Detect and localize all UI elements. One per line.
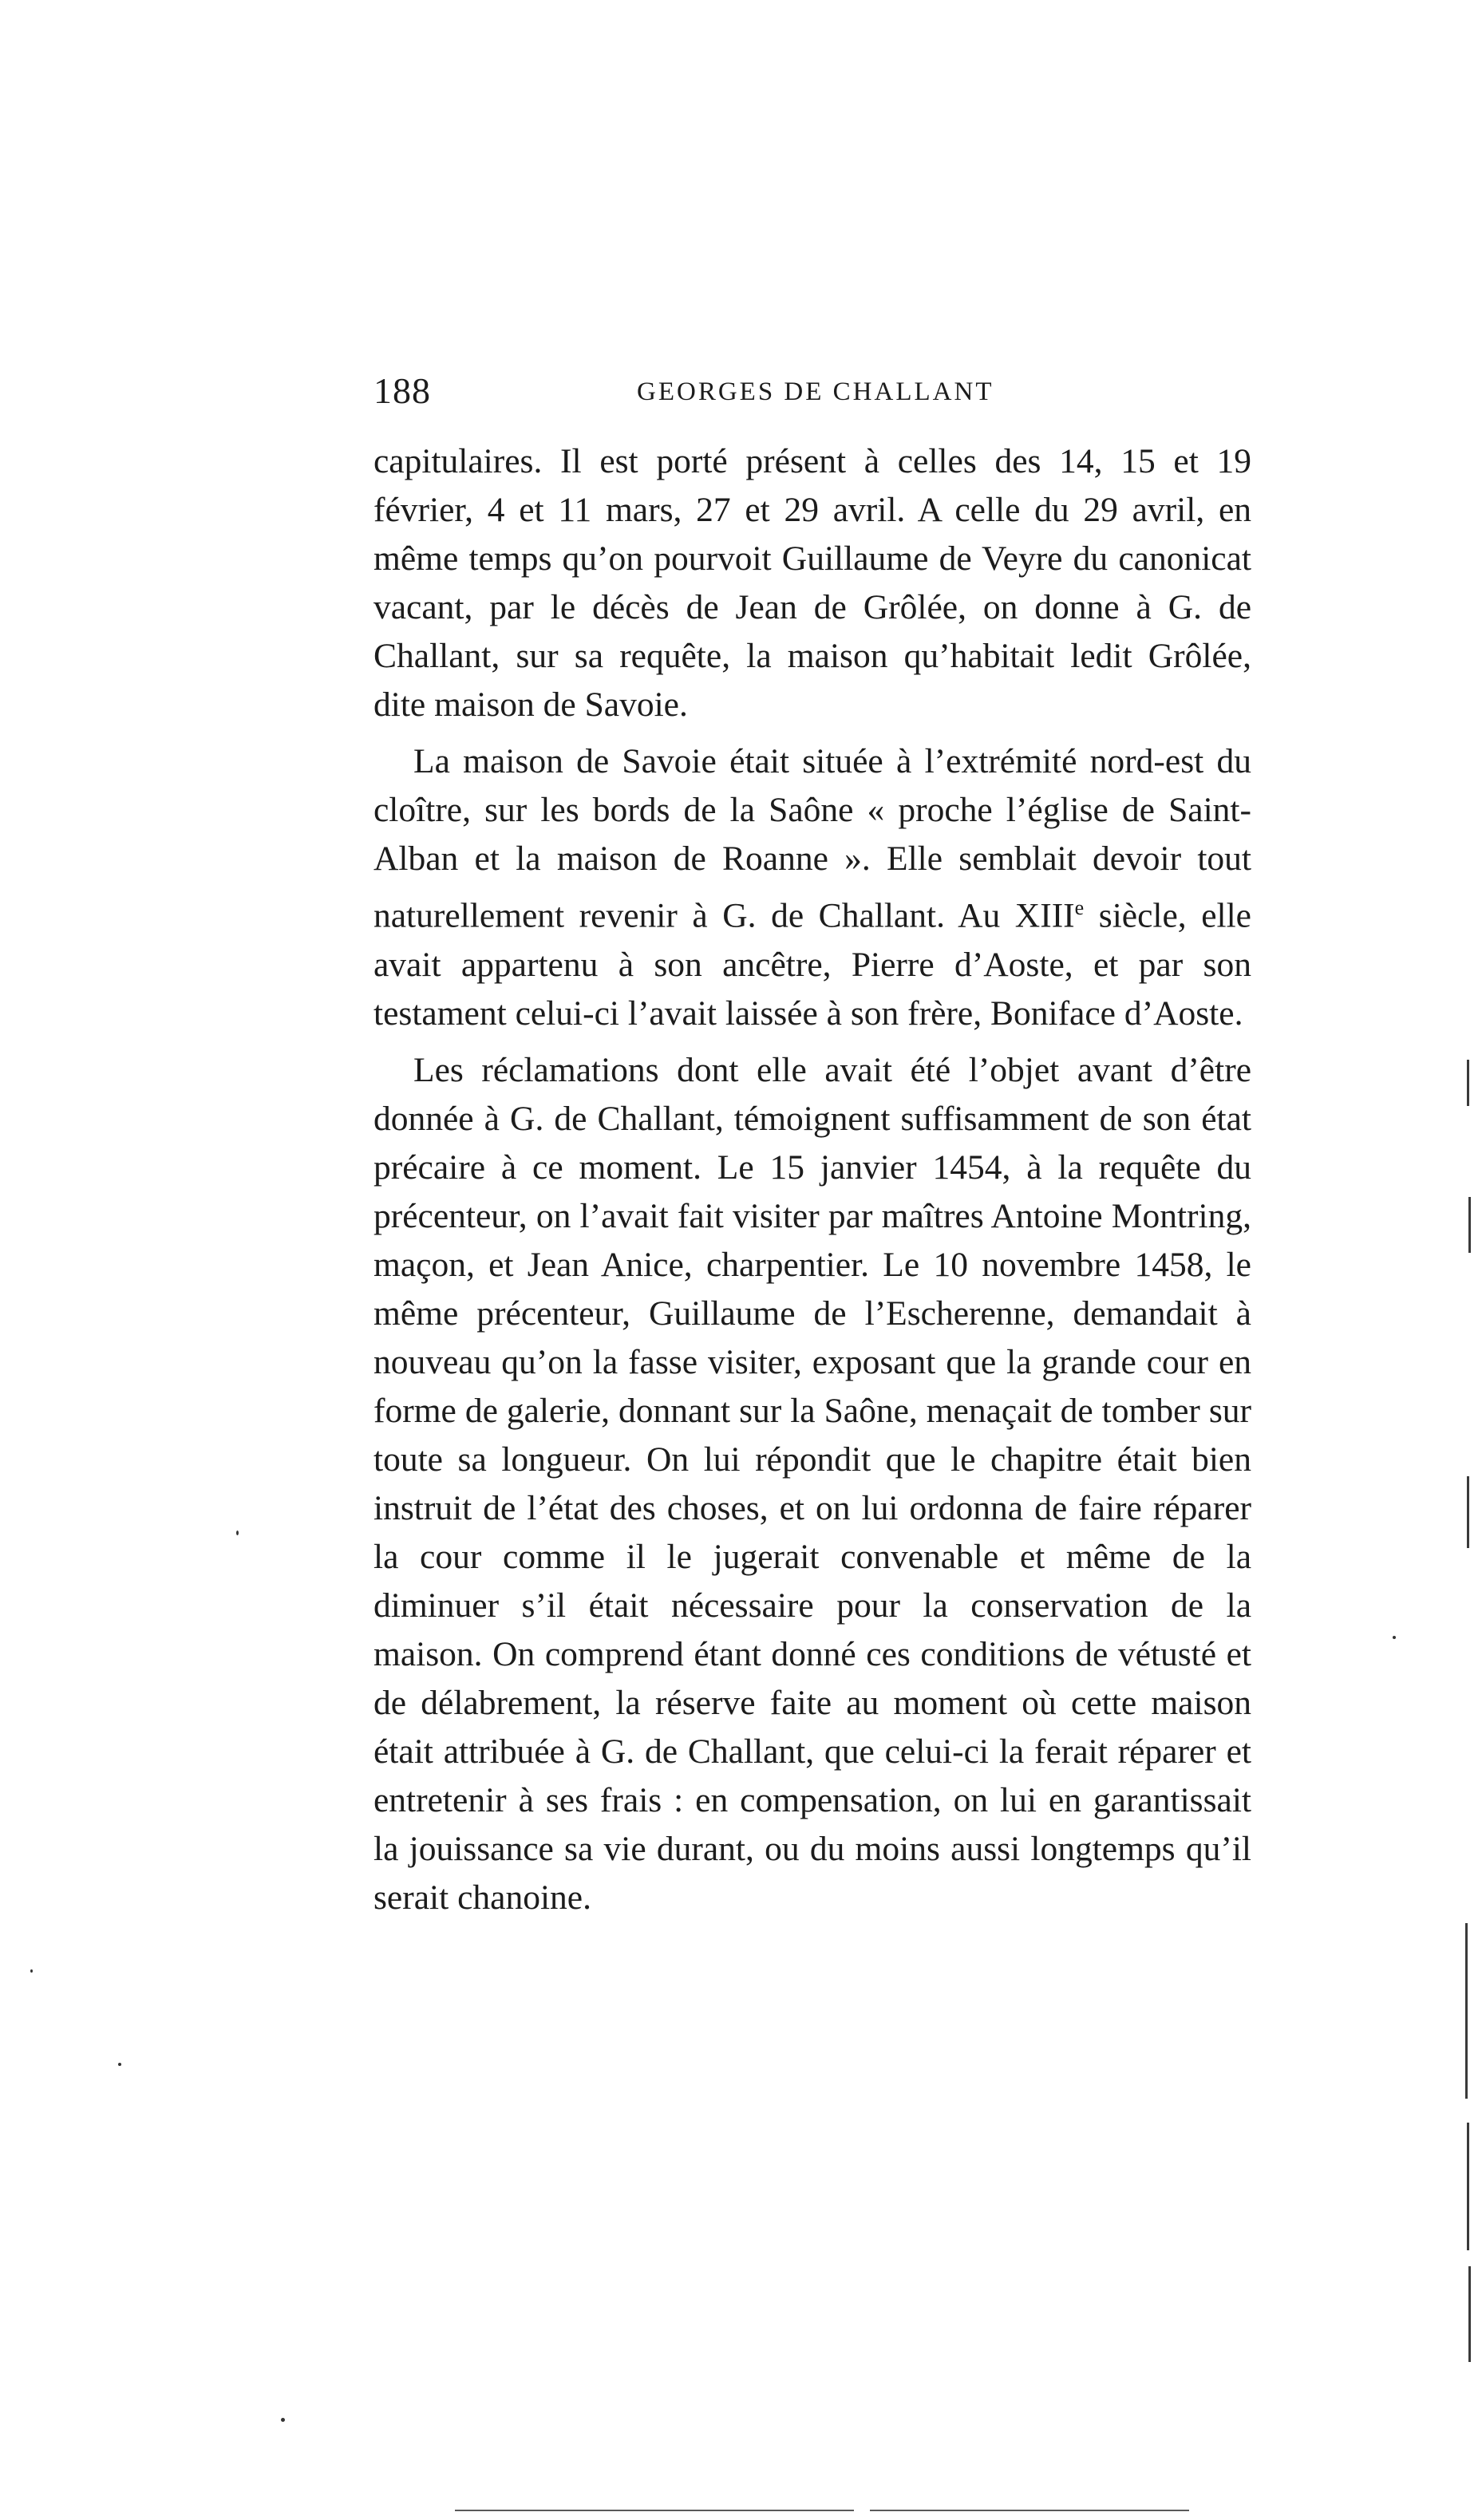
scan-edge-mark xyxy=(1468,2266,1471,2362)
scan-speck xyxy=(236,1531,239,1535)
page-number: 188 xyxy=(373,370,431,411)
scan-edge-mark xyxy=(1467,2123,1469,2250)
scan-speck xyxy=(118,2063,121,2066)
paragraph-2 xyxy=(373,737,1251,1038)
running-head: GEORGES DE CHALLANT xyxy=(637,377,994,406)
scan-edge-mark xyxy=(1468,1197,1471,1253)
scan-speck xyxy=(1393,1636,1396,1639)
scan-edge-mark xyxy=(1467,1476,1469,1548)
scan-bottom-rule xyxy=(870,2510,1189,2511)
page-header xyxy=(373,369,1251,417)
scan-edge-mark xyxy=(1467,1060,1469,1106)
century-superscript: e xyxy=(1074,896,1085,919)
body-text xyxy=(373,437,1251,1922)
scan-edge-mark xyxy=(1465,1923,1468,2099)
scan-bottom-rule xyxy=(455,2510,854,2511)
paragraph-2-text-b: siècle, elle avait appartenu à son ancêtre, Pierre d’Aoste, et par son testament celui-ci l’avait laissée à son frère, Boniface d’Aoste. xyxy=(373,896,1251,1033)
scan-speck xyxy=(30,1969,33,1973)
paragraph-1: capitulaires. Il est porté présent à celles des 14, 15 et 19 février, 4 et 11 mars, 27 et 29 avril. A celle du 29 avril, en même temps qu’on pourvoit Guillaume de Veyre du canonicat vacant, par le décès de Jean de Grôlée, on donne à G. de Challant, sur sa requête, la maison qu’habitait ledit Grôlée, dite maison de Savoie. xyxy=(373,442,1251,724)
paragraph-3: Les réclamations dont elle avait été l’objet avant d’être donnée à G. de Challant, témoignent suffisamment de son état précaire à ce moment. Le 15 janvier 1454, à la requête du précenteur, on l’avait fait visiter par maîtres Antoine Montring, maçon, et Jean Anice, charpentier. Le 10 novembre 1458, le même précenteur, Guillaume de l’Escherenne, demandait à nouveau qu’on la fasse visiter, exposant que la grande cour en forme de galerie, donnant sur la Saône, menaçait de tomber sur toute sa longueur. On lui répondit que le chapitre était bien instruit de l’état des choses, et on lui ordonna de faire réparer la cour comme il le jugerait convenable et même de la diminuer s’il était nécessaire pour la conservation de la maison. On comprend étant donné ces conditions de vétusté et de délabrement, la réserve faite au moment où cette maison était attribuée à G. de Challant, que celui-ci la ferait réparer et entretenir à ses frais : en compensation, on lui en garantissait la jouissance sa vie durant, ou du moins aussi longtemps qu’il serait chanoine. xyxy=(373,1050,1251,1917)
paragraph-2-text-a: La maison de Savoie était située à l’extrémité nord-est du cloître, sur les bords de la Saône « proche l’église de Saint-Alban et la maison de Roanne ». Elle semblait devoir tout naturellement revenir à G. de Challant. Au XIII xyxy=(373,742,1251,935)
scan-speck xyxy=(281,2418,285,2422)
